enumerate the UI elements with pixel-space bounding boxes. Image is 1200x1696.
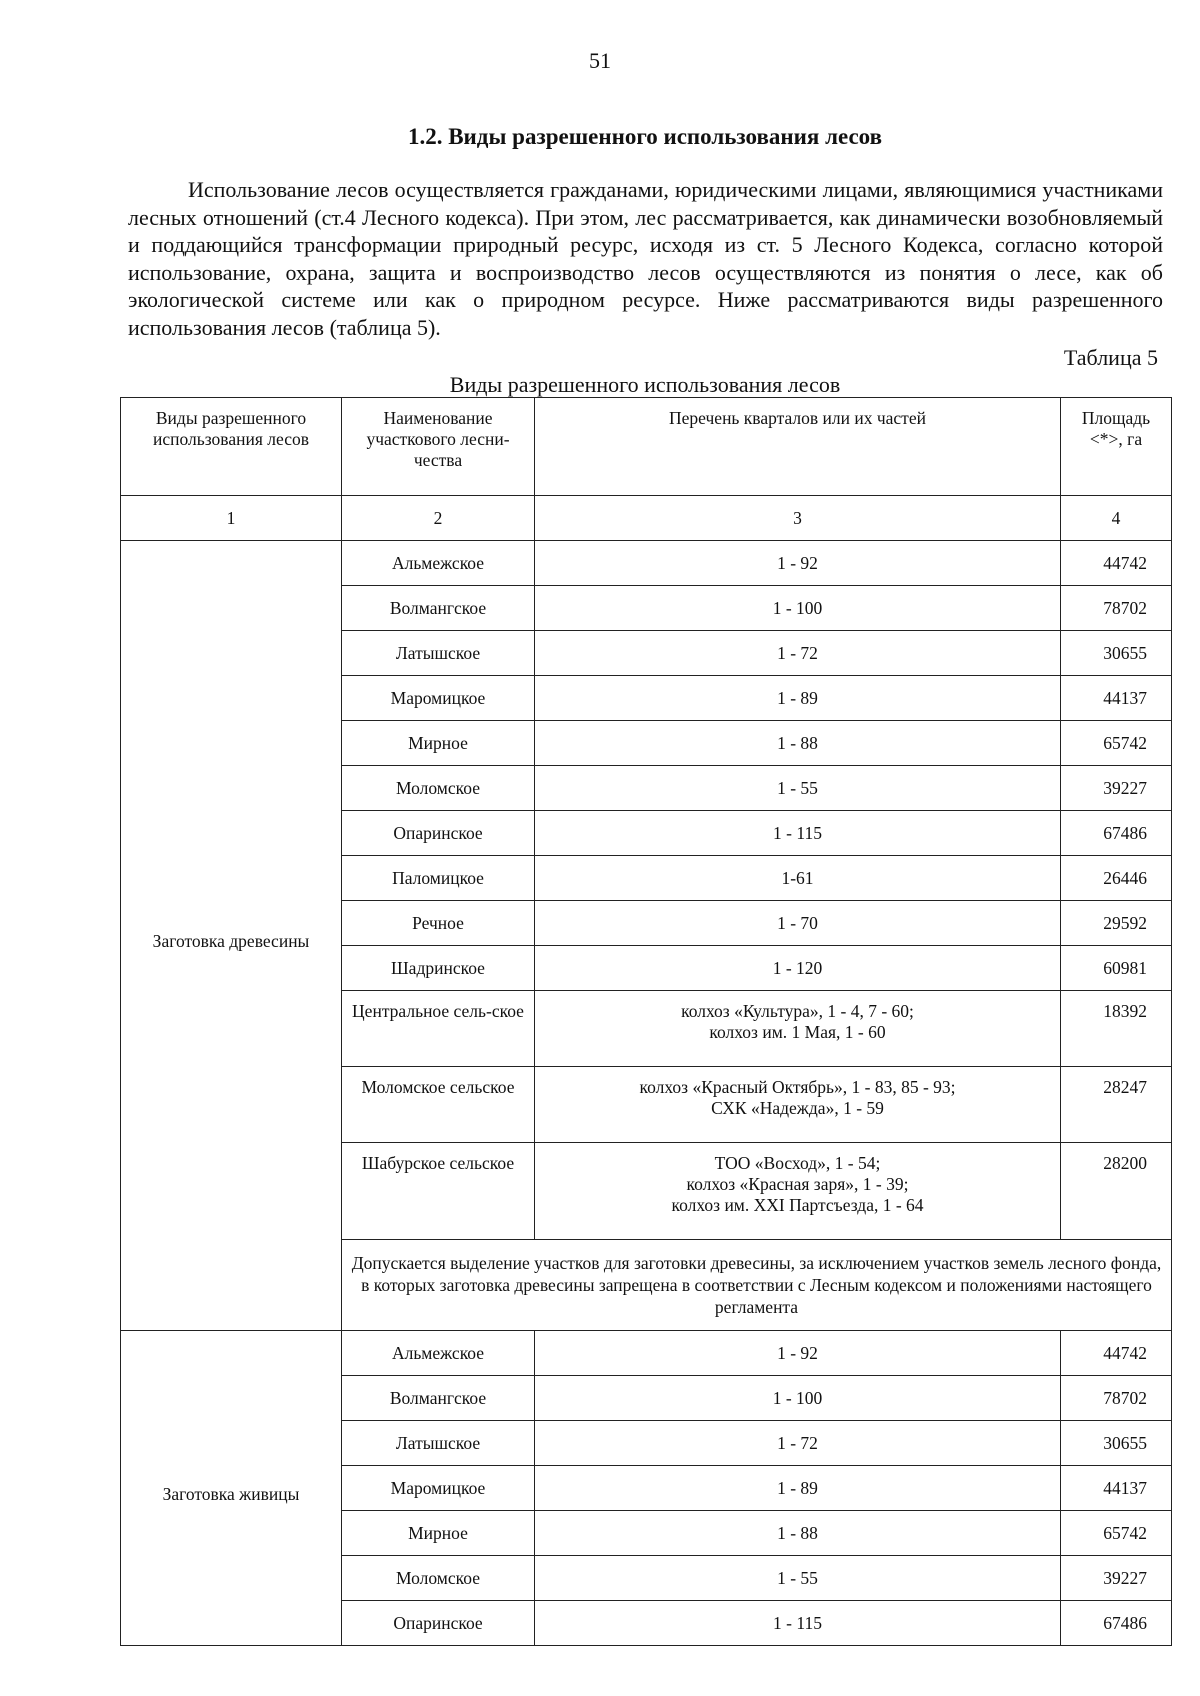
- intro-paragraph: Использование лесов осуществляется гражданами, юридическими лицами, являющимися участниками лесных отношений (ст.4 Лесного кодекса). При этом, лес рассматривается, как динамически возобновляемый и поддающийся трансформации природный ресурс, исходя из ст. 5 Лесного Кодекса, согласно которой использование, охрана, защита и воспроизводство лесов осуществляются из понятия о лесе, как об экологической системе или как о природном ресурсе. Ниже рассматриваются виды разрешенного использования лесов (таблица 5).: [128, 177, 1163, 340]
- quarters-line: ТОО «Восход», 1 - 54;: [714, 1153, 881, 1173]
- quarters: 1 - 100: [535, 586, 1061, 631]
- forestry-name: Маромицкое: [342, 676, 535, 721]
- quarters: 1 - 72: [535, 1421, 1061, 1466]
- area-value: 28247: [1061, 1067, 1172, 1143]
- table-label: Таблица 5: [1063, 345, 1158, 370]
- area-value: 78702: [1061, 586, 1172, 631]
- table-row: [121, 1331, 1172, 1376]
- forestry-name: Мирное: [342, 1511, 535, 1556]
- forestry-name: Опаринское: [342, 811, 535, 856]
- quarters: 1 - 100: [535, 1376, 1061, 1421]
- quarters: 1 - 89: [535, 676, 1061, 721]
- quarters-line: колхоз им. 1 Мая, 1 - 60: [709, 1022, 886, 1042]
- forestry-name: Волмангское: [342, 586, 535, 631]
- forestry-name: Мирное: [342, 721, 535, 766]
- area-value: 28200: [1061, 1143, 1172, 1240]
- table-caption: Виды разрешенного использования лесов: [449, 372, 841, 397]
- quarters-line: колхоз им. XXI Партсъезда, 1 - 64: [671, 1195, 924, 1215]
- area-value: 26446: [1061, 856, 1172, 901]
- area-value: 18392: [1061, 991, 1172, 1067]
- area-value: 65742: [1061, 1511, 1172, 1556]
- quarters: [535, 991, 1061, 1067]
- quarters-line: СХК «Надежда», 1 - 59: [711, 1098, 884, 1118]
- area-value: 29592: [1061, 901, 1172, 946]
- header-use-type: Виды разрешенного использования лесов: [121, 398, 342, 496]
- quarters: 1 - 92: [535, 541, 1061, 586]
- quarters: 1 - 88: [535, 1511, 1061, 1556]
- area-value: 30655: [1061, 1421, 1172, 1466]
- use-type-resin: Заготовка живицы: [121, 1331, 342, 1646]
- quarters: 1 - 88: [535, 721, 1061, 766]
- table-header-row: [121, 398, 1172, 496]
- forestry-name: Маромицкое: [342, 1466, 535, 1511]
- quarters: 1 - 72: [535, 631, 1061, 676]
- quarters: 1 - 92: [535, 1331, 1061, 1376]
- column-number: 2: [342, 496, 535, 541]
- quarters: 1 - 115: [535, 811, 1061, 856]
- header-forestry-name: Наименование участкового лесни-чества: [342, 398, 535, 496]
- column-number-row: [121, 496, 1172, 541]
- forestry-name: Альмежское: [342, 541, 535, 586]
- page-number: 51: [589, 48, 611, 73]
- forestry-name: Латышское: [342, 631, 535, 676]
- quarters: [535, 1143, 1061, 1240]
- area-value: 44742: [1061, 1331, 1172, 1376]
- forestry-name: Паломицкое: [342, 856, 535, 901]
- quarters: 1 - 115: [535, 1601, 1061, 1646]
- header-quarters: Перечень кварталов или их частей: [535, 398, 1061, 496]
- area-value: 78702: [1061, 1376, 1172, 1421]
- area-value: 67486: [1061, 811, 1172, 856]
- use-type-timber: Заготовка древесины: [121, 541, 342, 1331]
- forestry-name: Латышское: [342, 1421, 535, 1466]
- area-value: 39227: [1061, 1556, 1172, 1601]
- forestry-name: Моломское: [342, 766, 535, 811]
- area-value: 30655: [1061, 631, 1172, 676]
- forestry-name: Центральное сель-ское: [342, 991, 535, 1067]
- quarters: 1 - 89: [535, 1466, 1061, 1511]
- quarters-line: колхоз «Красный Октябрь», 1 - 83, 85 - 93;: [639, 1077, 956, 1097]
- header-area: Площадь <*>, га: [1061, 398, 1172, 496]
- area-value: 44742: [1061, 541, 1172, 586]
- forestry-name: Моломское сельское: [342, 1067, 535, 1143]
- column-number: 4: [1061, 496, 1172, 541]
- forestry-name: Речное: [342, 901, 535, 946]
- section-title: 1.2. Виды разрешенного использования лесов: [407, 124, 883, 149]
- area-value: 65742: [1061, 721, 1172, 766]
- timber-note: Допускается выделение участков для заготовки древесины, за исключением участков земель лесного фонда, в которых заготовка древесины запрещена в соответствии с Лесным кодексом и положениями настоящего регламента: [342, 1240, 1172, 1331]
- forestry-name: Шабурское сельское: [342, 1143, 535, 1240]
- area-value: 39227: [1061, 766, 1172, 811]
- quarters: 1 - 55: [535, 1556, 1061, 1601]
- table-row: [121, 541, 1172, 586]
- area-value: 44137: [1061, 676, 1172, 721]
- area-value: 67486: [1061, 1601, 1172, 1646]
- forestry-name: Шадринское: [342, 946, 535, 991]
- land-use-table: [120, 397, 1172, 1646]
- forestry-name: Моломское: [342, 1556, 535, 1601]
- forestry-name: Опаринское: [342, 1601, 535, 1646]
- column-number: 1: [121, 496, 342, 541]
- forestry-name: Альмежское: [342, 1331, 535, 1376]
- area-value: 60981: [1061, 946, 1172, 991]
- area-value: 44137: [1061, 1466, 1172, 1511]
- quarters: 1-61: [535, 856, 1061, 901]
- quarters: 1 - 55: [535, 766, 1061, 811]
- forestry-name: Волмангское: [342, 1376, 535, 1421]
- quarters-line: колхоз «Культура», 1 - 4, 7 - 60;: [681, 1001, 914, 1021]
- quarters: 1 - 70: [535, 901, 1061, 946]
- column-number: 3: [535, 496, 1061, 541]
- quarters: 1 - 120: [535, 946, 1061, 991]
- quarters: [535, 1067, 1061, 1143]
- quarters-line: колхоз «Красная заря», 1 - 39;: [686, 1174, 909, 1194]
